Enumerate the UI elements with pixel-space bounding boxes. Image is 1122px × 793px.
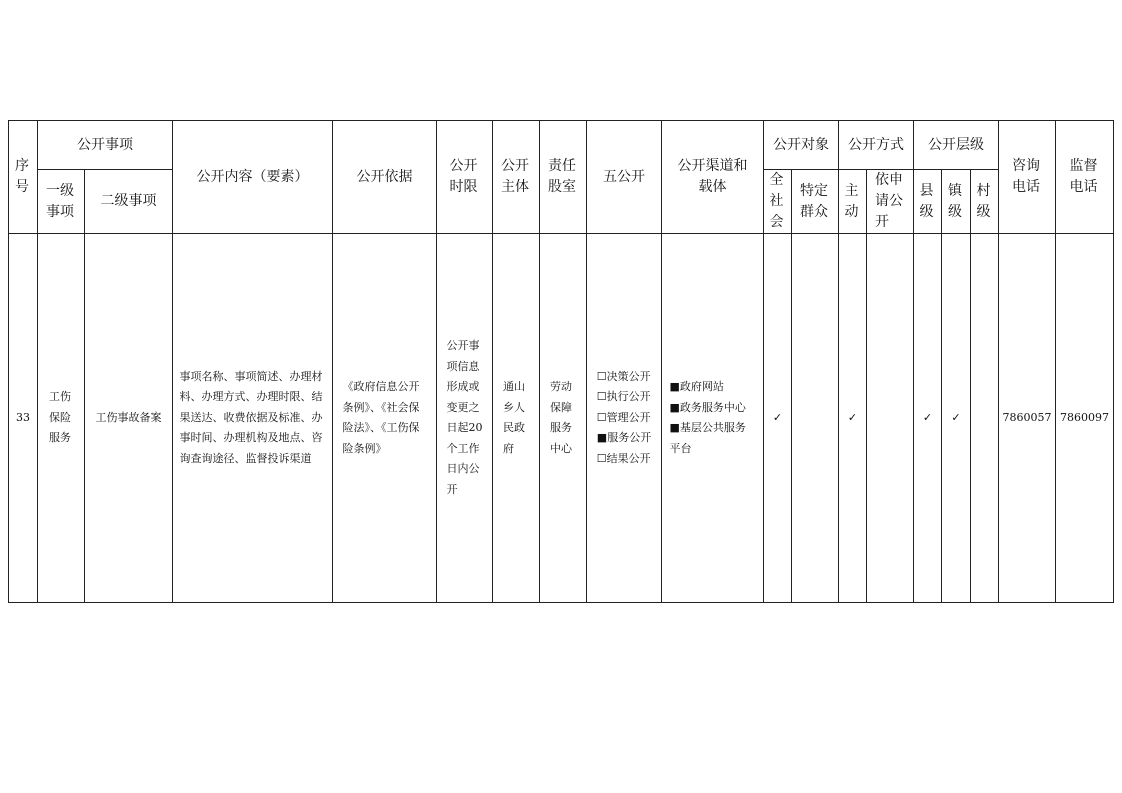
cell-time-limit: 公开事项信息形成或变更之日起20个工作日内公开 (437, 234, 493, 603)
check-target-all: ✓ (764, 234, 792, 603)
header-level1: 一级事项 (38, 170, 85, 234)
header-method-request: 依申请公开 (867, 170, 914, 234)
header-five-open: 五公开 (587, 121, 662, 234)
header-basis: 公开依据 (333, 121, 437, 234)
five-open-management: ☐管理公开 (596, 410, 651, 424)
header-matter: 公开事项 (38, 121, 173, 170)
header-dept: 责任股室 (540, 121, 587, 234)
header-consult-phone: 咨询电话 (999, 121, 1056, 234)
cell-subject: 通山乡人民政府 (493, 234, 540, 603)
check-method-active: ✓ (839, 234, 867, 603)
header-row-1 (9, 121, 1114, 170)
check-tier-town: ✓ (942, 234, 971, 603)
header-tier-town: 镇级 (942, 170, 971, 234)
header-tier: 公开层级 (914, 121, 999, 170)
five-open-execution: ☐执行公开 (596, 390, 651, 404)
header-target-specific: 特定群众 (792, 170, 839, 234)
header-target-all: 全社会 (764, 170, 792, 234)
five-open-service: ■服务公开 (596, 431, 652, 445)
channel-gov-website: ■政府网站 (669, 380, 724, 393)
cell-channel (662, 234, 764, 603)
channel-service-center: ■政务服务中心 (669, 400, 746, 414)
cell-content: 事项名称、事项简述、办理材料、办理方式、办理时限、结果送达、收费依据及标准、办事时间、办理机构及地点、咨询查询途径、监督投诉渠道 (173, 234, 333, 603)
header-time-limit: 公开时限 (437, 121, 493, 234)
header-content: 公开内容（要素） (173, 121, 333, 234)
header-method: 公开方式 (839, 121, 914, 170)
header-tier-county: 县级 (914, 170, 942, 234)
check-tier-village (971, 234, 999, 603)
header-subject: 公开主体 (493, 121, 540, 234)
header-tier-village: 村级 (971, 170, 999, 234)
header-target: 公开对象 (764, 121, 839, 170)
cell-level2: 工伤事故备案 (85, 234, 173, 603)
header-supervise-phone: 监督电话 (1056, 121, 1114, 234)
header-method-active: 主动 (839, 170, 867, 234)
check-target-specific (792, 234, 839, 603)
check-method-request (867, 234, 914, 603)
cell-supervise-phone: 7860097 (1056, 234, 1114, 603)
table-row (9, 234, 1114, 603)
cell-seq: 33 (9, 234, 38, 603)
cell-level1: 工伤保险服务 (38, 234, 85, 603)
check-tier-county: ✓ (914, 234, 942, 603)
cell-consult-phone: 7860057 (999, 234, 1056, 603)
five-open-decision: ☐决策公开 (596, 369, 651, 383)
header-seq: 序号 (9, 121, 38, 234)
disclosure-table (8, 120, 1114, 603)
cell-five-open (587, 234, 662, 603)
cell-dept: 劳动保障服务中心 (540, 234, 587, 603)
channel-grassroots-platform: ■基层公共服务平台 (669, 421, 746, 455)
five-open-result: ☐结果公开 (596, 451, 651, 465)
header-level2: 二级事项 (85, 170, 173, 234)
header-channel: 公开渠道和载体 (662, 121, 764, 234)
cell-basis: 《政府信息公开条例》、《社会保险法》、《工伤保险条例》 (333, 234, 437, 603)
